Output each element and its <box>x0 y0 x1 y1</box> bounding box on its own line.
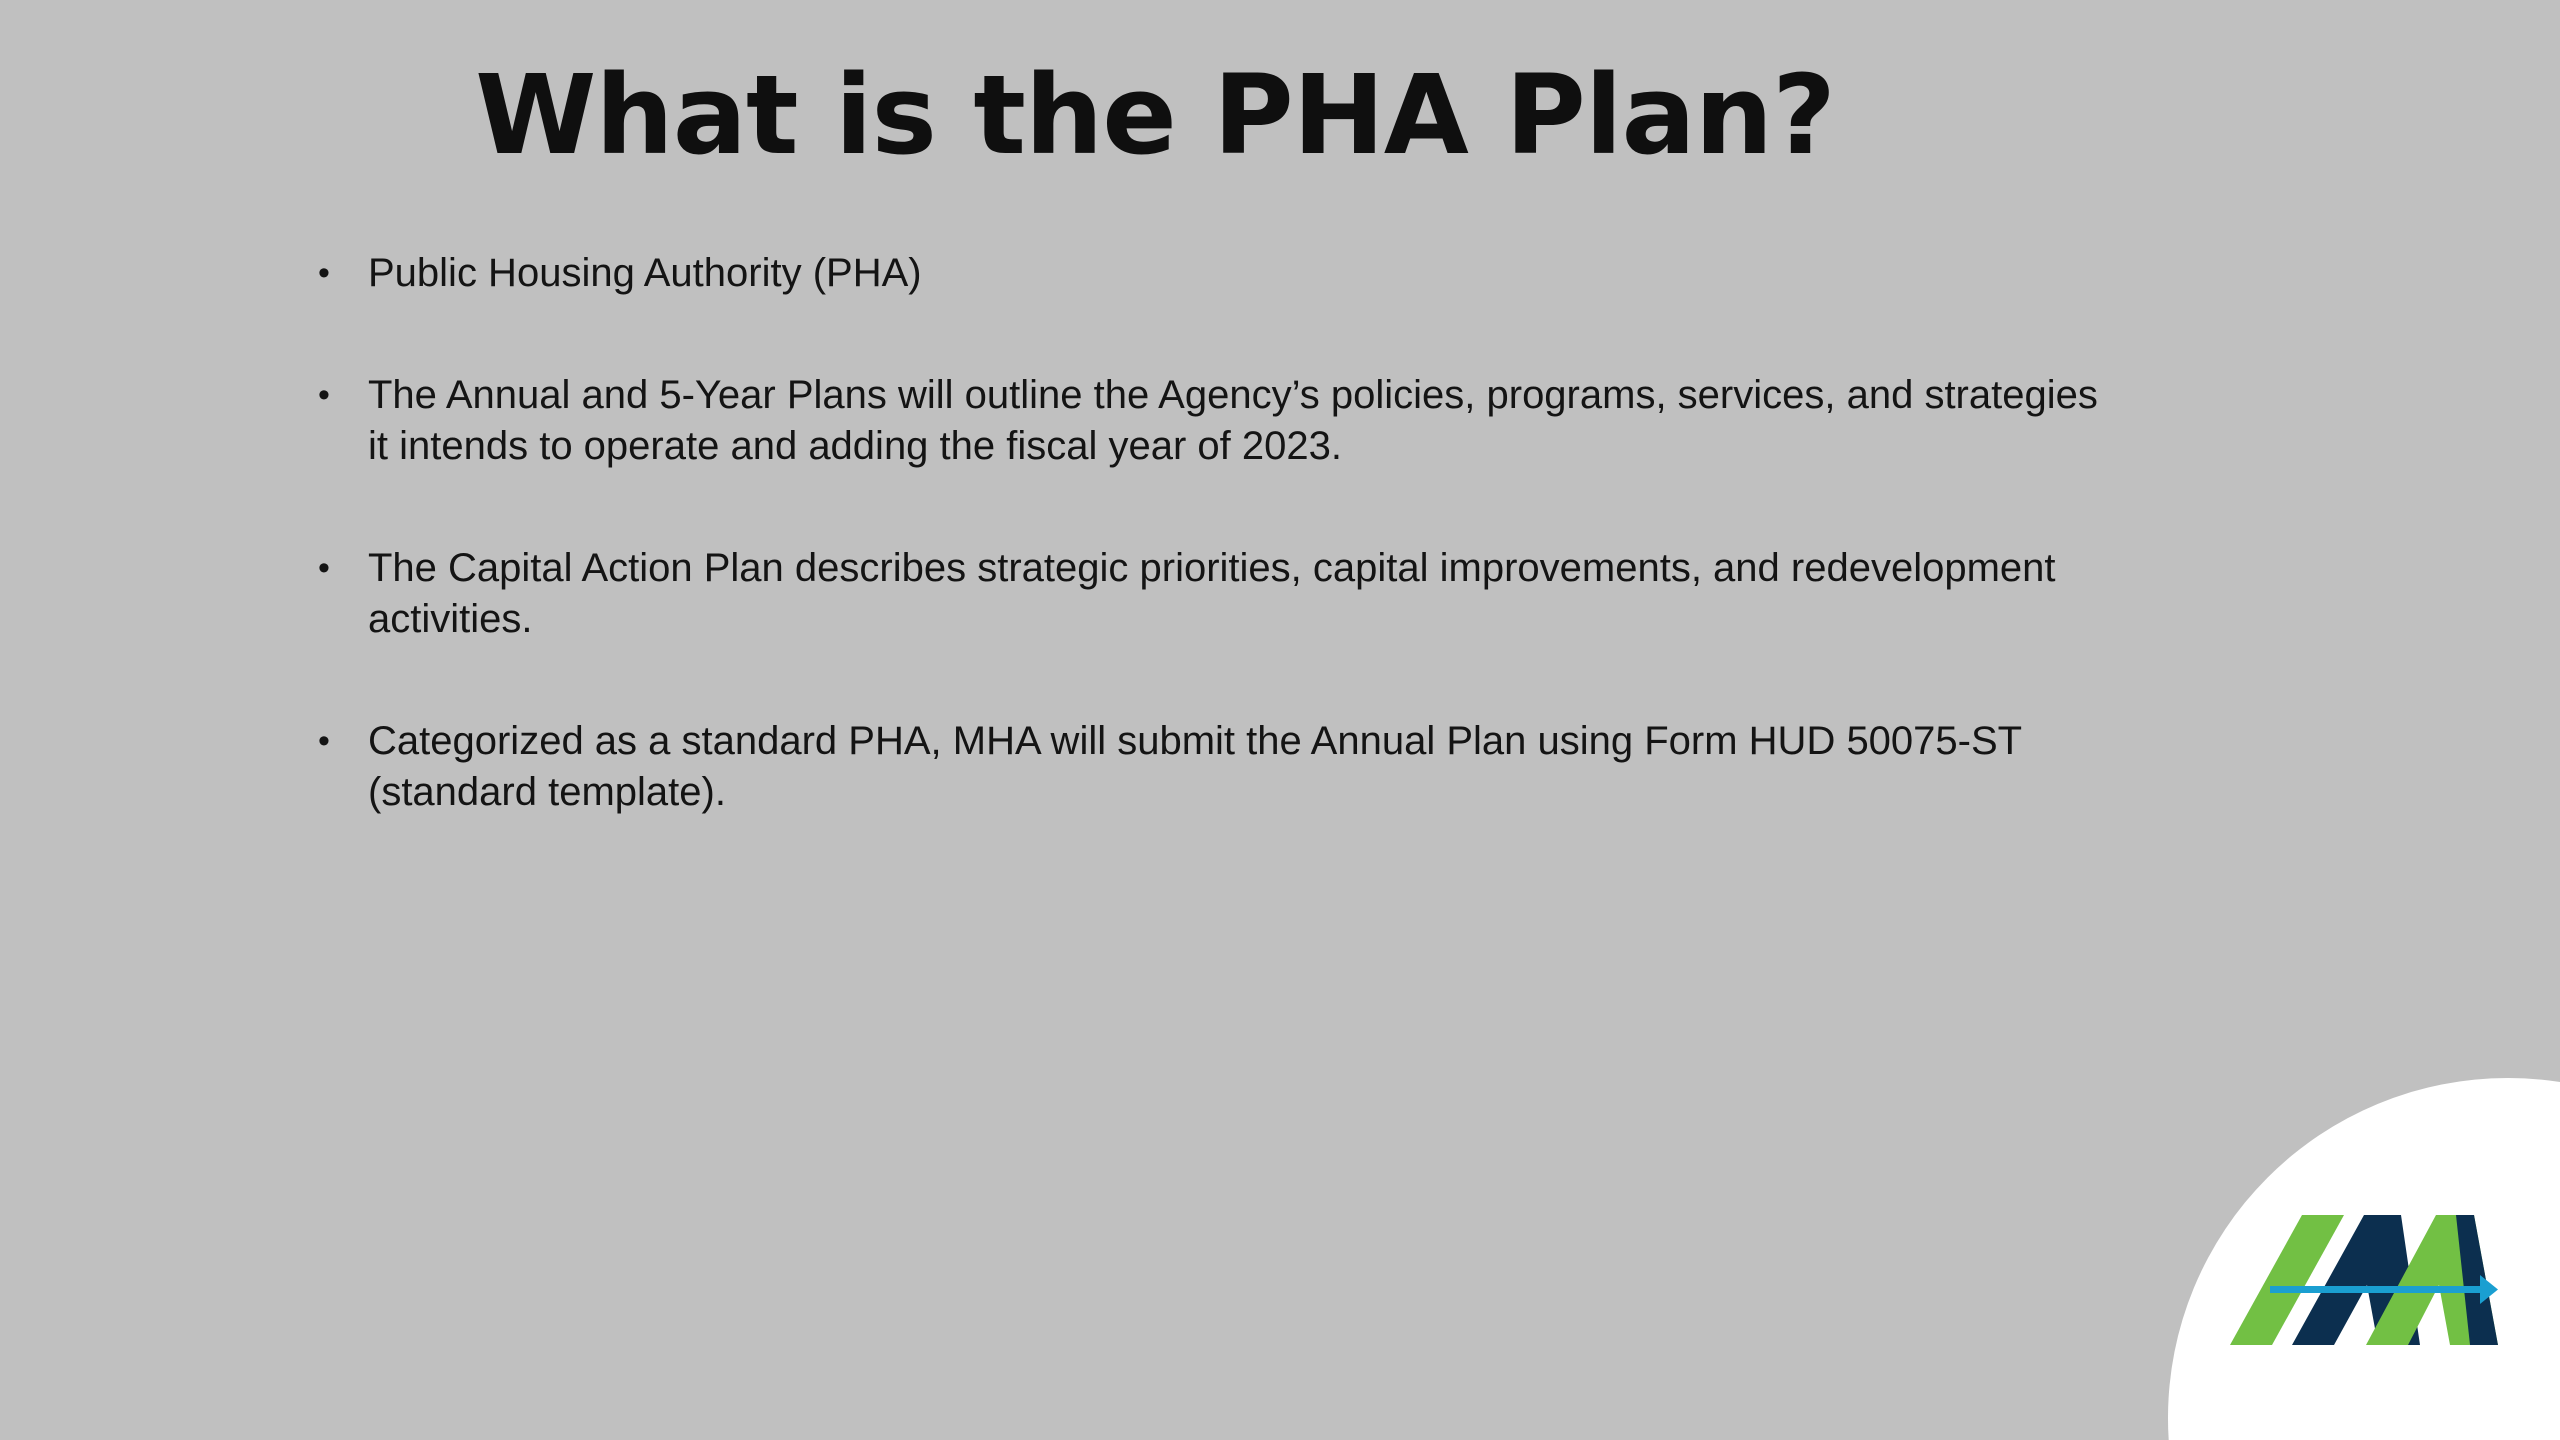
mha-logo-icon <box>2230 1210 2510 1350</box>
bullet-list <box>318 248 2118 889</box>
bullet-dot: • <box>318 722 330 760</box>
bullet-item <box>318 716 2118 818</box>
bullet-dot: • <box>318 376 330 414</box>
bullet-item <box>318 543 2118 645</box>
slide-title: What is the PHA Plan? <box>475 51 1835 179</box>
bullet-text: The Annual and 5-Year Plans will outline the Agency’s policies, programs, services, and strategies it intends to operate and adding the fiscal year of 2023. <box>368 373 2098 468</box>
bullet-item <box>318 370 2118 472</box>
bullet-text: The Capital Action Plan describes strategic priorities, capital improvements, and redevelopment activities. <box>368 546 2056 641</box>
bullet-text: Public Housing Authority (PHA) <box>368 251 922 295</box>
bullet-dot: • <box>318 549 330 587</box>
bullet-item <box>318 248 2118 299</box>
bullet-dot: • <box>318 254 330 292</box>
bullet-text: Categorized as a standard PHA, MHA will submit the Annual Plan using Form HUD 50075-ST (standard template). <box>368 719 2022 814</box>
logo-arrow-shaft <box>2270 1286 2484 1293</box>
